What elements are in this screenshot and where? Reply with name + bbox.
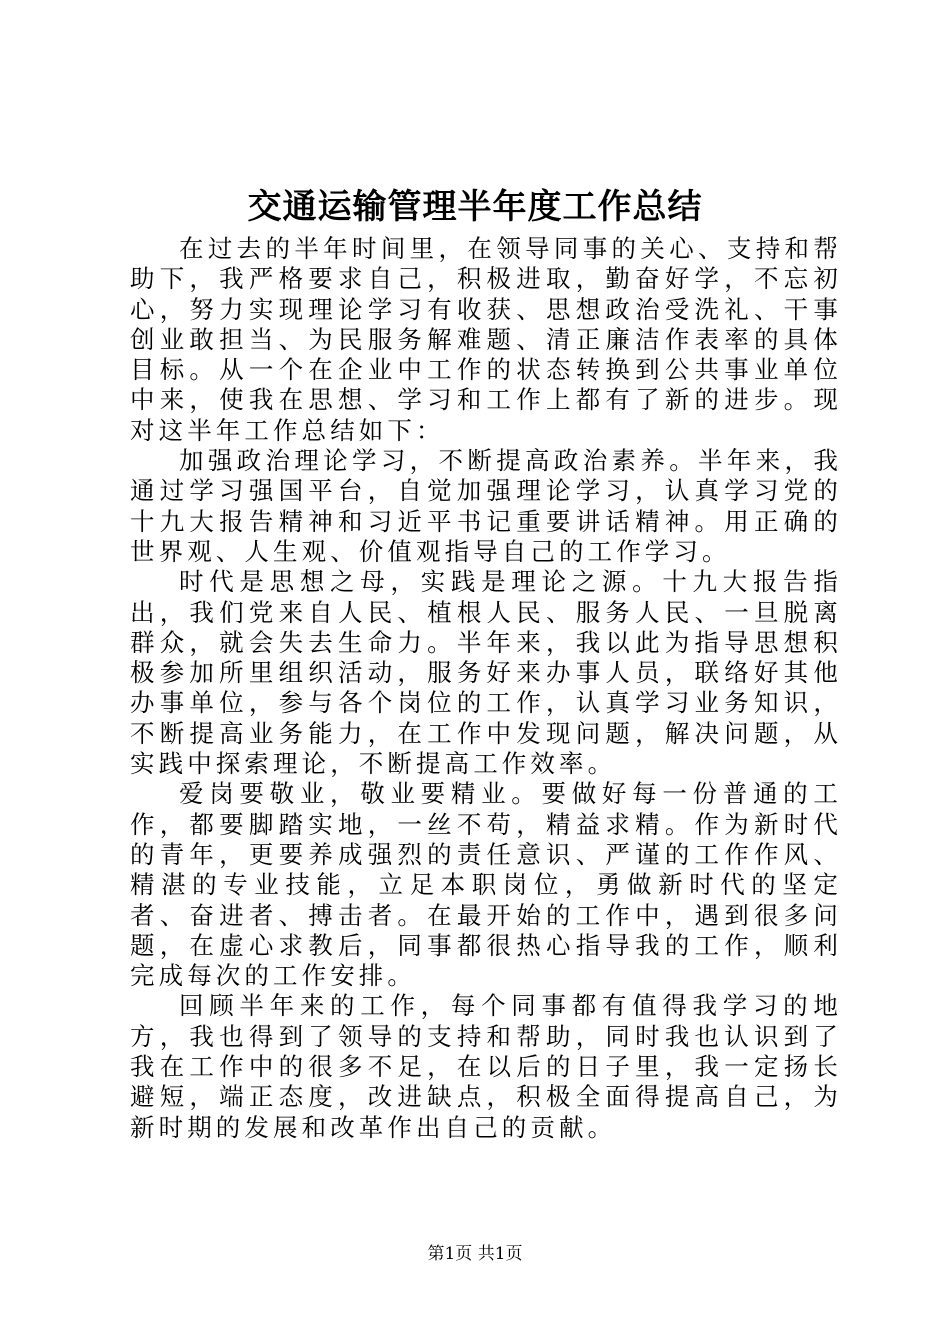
document-body [130, 234, 842, 1143]
paragraph-practice: 时代是思想之母，实践是理论之源。十九大报告指出，我们党来自人民、植根人民、服务人民、一旦脱离群众，就会失去生命力。半年来，我以此为指导思想积极参加所里组织活动，服务好来办事人员，联络好其他办事单位，参与各个岗位的工作，认真学习业务知识，不断提高业务能力，在工作中发现问题，解决问题，从实践中探索理论，不断提高工作效率。 [130, 567, 842, 779]
paragraph-dedication: 爱岗要敬业，敬业要精业。要做好每一份普通的工作，都要脚踏实地，一丝不苟，精益求精。作为新时代的青年，更要养成强烈的责任意识、严谨的工作作风、精湛的专业技能，立足本职岗位，勇做新时代的坚定者、奋进者、搏击者。在最开始的工作中，遇到很多问题，在虚心求教后，同事都很热心指导我的工作，顺利完成每次的工作安排。 [130, 779, 842, 991]
page-number-footer: 第1页 共1页 [427, 1244, 523, 1264]
paragraph-political-study: 加强政治理论学习，不断提高政治素养。半年来，我通过学习强国平台，自觉加强理论学习，认真学习党的十九大报告精神和习近平书记重要讲话精神。用正确的世界观、人生观、价值观指导自己的工作学习。 [130, 446, 842, 566]
paragraph-intro: 在过去的半年时间里，在领导同事的关心、支持和帮助下，我严格要求自己，积极进取，勤奋好学，不忘初心，努力实现理论学习有收获、思想政治受洗礼、干事创业敢担当、为民服务解难题、清正廉洁作表率的具体目标。从一个在企业中工作的状态转换到公共事业单位中来，使我在思想、学习和工作上都有了新的进步。现对这半年工作总结如下： [130, 234, 842, 445]
paragraph-review: 回顾半年来的工作，每个同事都有值得我学习的地方，我也得到了领导的支持和帮助，同时我也认识到了我在工作中的很多不足，在以后的日子里，我一定扬长避短，端正态度，改进缺点，积极全面得提高自己，为新时期的发展和改革作出自己的贡献。 [130, 991, 842, 1142]
document-title: 交通运输管理半年度工作总结 [247, 187, 703, 227]
